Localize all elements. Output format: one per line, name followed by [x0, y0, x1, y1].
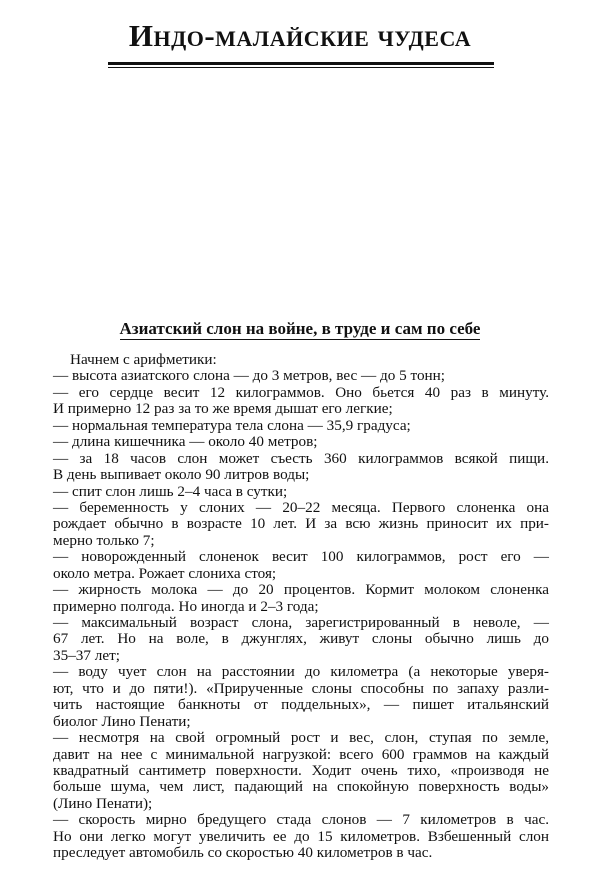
body-line: — максимальный возраст слона, зарегистрированный в неволе, —: [53, 614, 549, 631]
body-line: давит на нее с минимальной нагрузкой: всего 600 граммов на каждый: [53, 745, 549, 763]
body-line: И примерно 12 раз за то же время дышат его легкие;: [53, 400, 393, 418]
body-line: — длина кишечника — около 40 метров;: [53, 433, 318, 451]
body-line: рождает обычно в возрасте 10 лет. И за всю жизнь приносит их при-: [53, 515, 549, 533]
body-line: ют, что и до пяти!). «Прирученные слоны способны по запаху разли-: [53, 679, 549, 697]
body-line: чить настоящие банкноты от поддельных», — пишет итальянский: [53, 696, 549, 714]
title-divider-thick: [108, 62, 494, 65]
body-line: больше шума, чем лист, падающий на спокойную поверхность воды»: [53, 778, 549, 796]
body-line: квадратный сантиметр поверхности. Ходит очень тихо, «производя не: [53, 761, 549, 779]
body-line: Но они легко могут увеличить ее до 15 километров. Взбешенный слон: [53, 827, 549, 845]
body-line: преследует автомобиль со скоростью 40 километров в час.: [53, 844, 433, 862]
section-heading-text: Азиатский слон на войне, в труде и сам по себе: [119, 319, 481, 338]
body-line: биолог Лино Пенати;: [53, 712, 191, 730]
body-line: — воду чует слон на расстоянии до километра (а некоторые уверя-: [53, 663, 549, 681]
section-heading: [0, 318, 600, 340]
body-line: мерно только 7;: [53, 531, 155, 549]
body-line: — новорожденный слоненок весит 100 килограммов, рост его —: [53, 548, 549, 566]
body-line: 67 лет. Но на воле, в джунглях, живут слоны обычно лишь до: [53, 630, 549, 648]
article-body: [53, 352, 549, 862]
body-line: — спит слон лишь 2–4 часа в сутки;: [53, 482, 288, 500]
body-line: — скорость мирно бредущего стада слонов — 7 километров в час.: [53, 811, 549, 829]
body-line: — беременность у слоних — 20–22 месяца. Первого слоненка она: [53, 498, 549, 516]
body-line: Начнем с арифметики:: [70, 351, 217, 368]
body-line: около метра. Рожает слониха стоя;: [53, 564, 277, 582]
body-line: — несмотря на свой огромный рост и вес, слон, ступая по земле,: [53, 729, 549, 747]
body-line: — его сердце весит 12 килограммов. Оно бьется 40 раз в минуту.: [53, 383, 549, 401]
body-line: В день выпивает около 90 литров воды;: [53, 466, 310, 484]
body-line: (Лино Пенати);: [53, 794, 153, 812]
body-line: — нормальная температура тела слона — 35,9 градуса;: [53, 416, 411, 434]
body-line: примерно полгода. Но иногда и 2–3 года;: [53, 597, 319, 615]
page-title: Индо-малайские чудеса: [128, 18, 472, 53]
title-divider-thin: [108, 67, 494, 68]
body-line: — за 18 часов слон может съесть 360 килограммов всякой пищи.: [53, 449, 549, 467]
body-line: — жирность молока — до 20 процентов. Кормит молоком слоненка: [53, 581, 549, 599]
body-line: — высота азиатского слона — до 3 метров, вес — до 5 тонн;: [53, 367, 446, 385]
body-line: 35–37 лет;: [53, 646, 120, 664]
